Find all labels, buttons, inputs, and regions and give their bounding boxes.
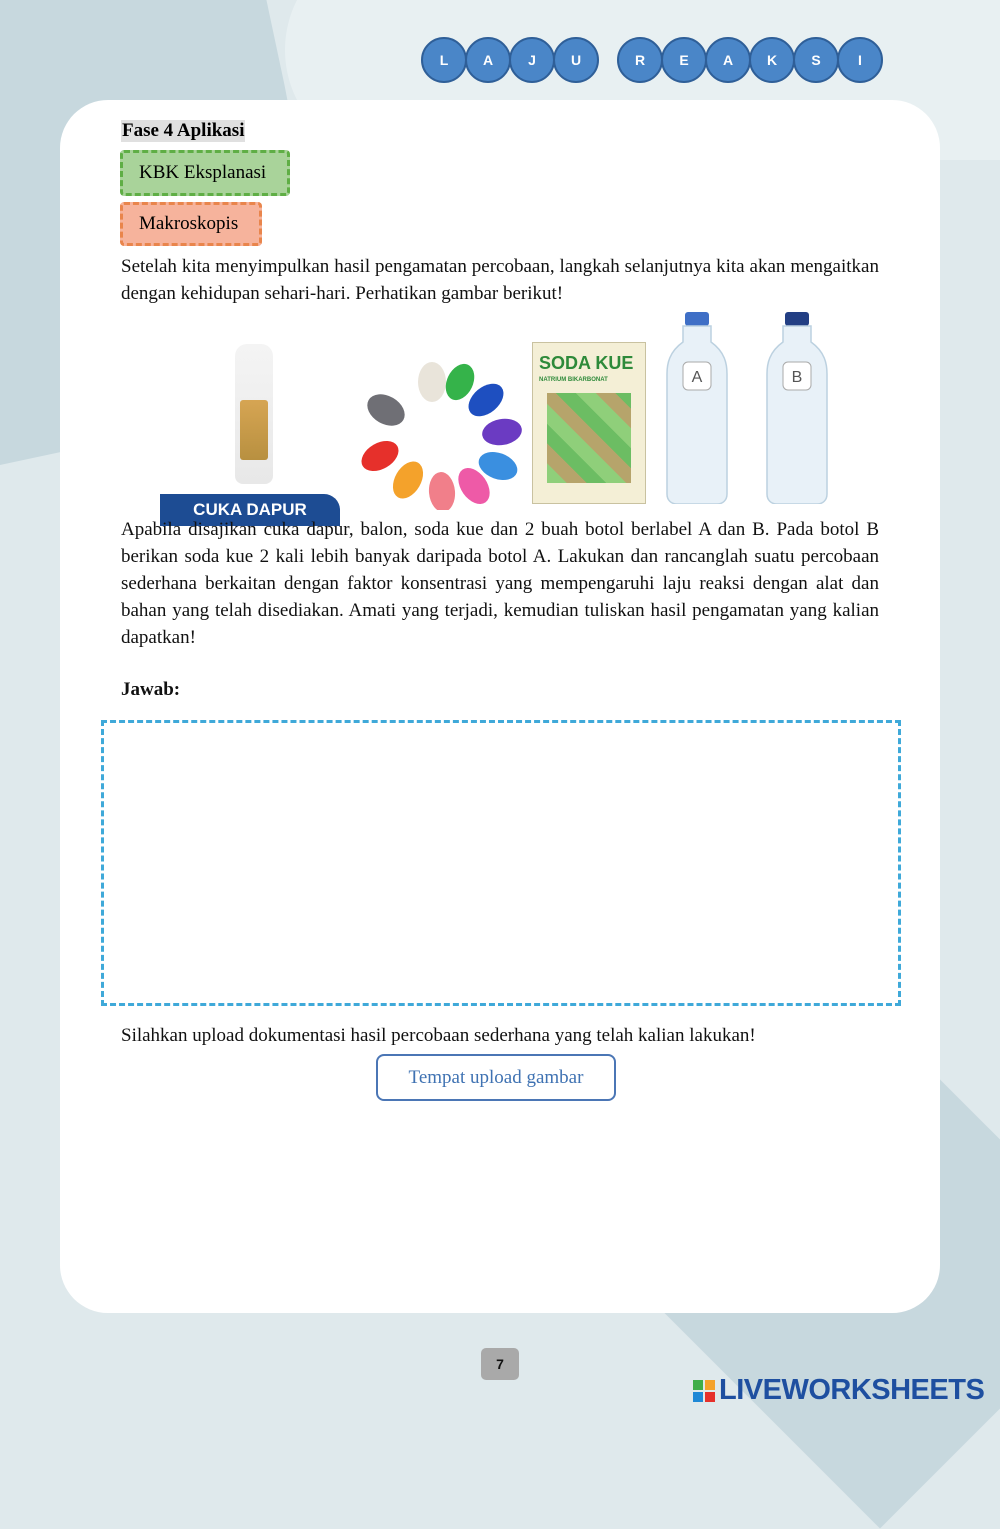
upload-instruction: Silahkan upload dokumentasi hasil percobaan sederhana yang telah kalian lakukan! (121, 1025, 756, 1046)
title-letter: U (553, 37, 599, 83)
upload-image-button[interactable]: Tempat upload gambar (376, 1054, 616, 1101)
answer-box[interactable] (101, 720, 901, 1006)
title-letter: A (705, 37, 751, 83)
tag-kbk: KBK Eksplanasi (120, 150, 290, 196)
title-letter: A (465, 37, 511, 83)
question-paragraph: Apabila disajikan cuka dapur, balon, soda kue dan 2 buah botol berlabel A dan B. Pada botol B berikan soda kue 2 kali lebih banyak daripada botol A. Lakukan dan rancanglah suatu percobaan sederhana berkaitan dengan faktor konsentrasi yang mempengaruhi laju reaksi dengan alat dan bahan yang telah disediakan. Amati yang terjadi, kemudian tuliskan hasil pengamatan yang kalian dapatkan! (121, 519, 879, 648)
bottle-b-icon (765, 312, 829, 504)
vinegar-caption: CUKA DAPUR (160, 494, 340, 526)
bottle-a-icon (665, 312, 729, 504)
baking-soda-subtitle: NATRIUM BIKARBONAT (539, 377, 608, 383)
title-letter: E (661, 37, 707, 83)
tag-makroskopis: Makroskopis (120, 202, 262, 246)
answer-input[interactable] (104, 723, 898, 1003)
liveworksheets-logo-icon (693, 1380, 715, 1402)
baking-soda-graphic-icon (547, 393, 631, 483)
title-letter: S (793, 37, 839, 83)
liveworksheets-logo (693, 1374, 984, 1407)
bottle-b-label: B (791, 369, 803, 386)
brand-name: LIVEWORKSHEETS (719, 1374, 985, 1406)
answer-label: Jawab: (121, 679, 181, 700)
title-letter: L (421, 37, 467, 83)
question-text-block (121, 516, 879, 651)
phase-heading: Fase 4 Aplikasi (122, 120, 245, 141)
page-title (421, 37, 881, 83)
page-number: 7 (481, 1348, 519, 1380)
baking-soda-image (532, 342, 646, 504)
vinegar-label-icon (240, 400, 268, 460)
materials-image (160, 312, 840, 517)
title-letter: J (509, 37, 555, 83)
title-letter: R (617, 37, 663, 83)
intro-paragraph: Setelah kita menyimpulkan hasil pengamatan percobaan, langkah selanjutnya kita akan mengaitkan dengan kehidupan sehari-hari. Perhatikan gambar berikut! (121, 256, 879, 304)
title-letter: I (837, 37, 883, 83)
baking-soda-title: SODA KUE (539, 353, 634, 373)
vinegar-image (160, 322, 340, 517)
title-letter: K (749, 37, 795, 83)
intro-text-block (121, 253, 879, 307)
bottle-a-label: A (691, 369, 703, 386)
balloons-icon (340, 360, 525, 510)
